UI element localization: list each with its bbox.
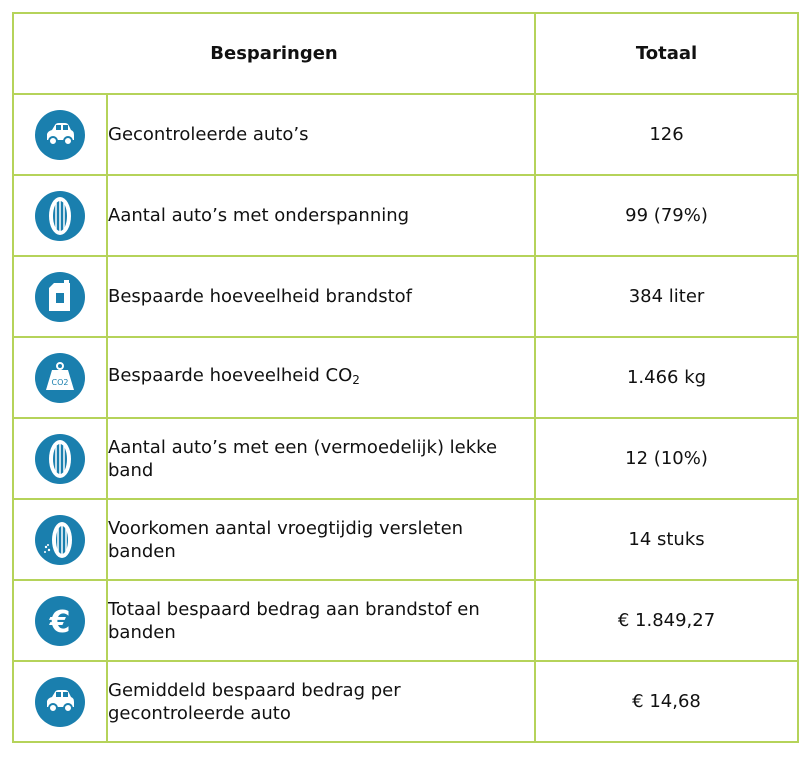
table-row (13, 661, 798, 742)
row-value: 99 (79%) (535, 175, 798, 256)
table-row (13, 418, 798, 499)
header-savings: Besparingen (13, 13, 535, 94)
table-row (13, 337, 798, 418)
row-value: € 1.849,27 (535, 580, 798, 661)
row-label: Aantal auto’s met onderspanning (107, 175, 535, 256)
row-value: 12 (10%) (535, 418, 798, 499)
tire-icon (34, 433, 86, 485)
co2-weight-icon (34, 352, 86, 404)
fuel-can-icon (34, 271, 86, 323)
row-value: 126 (535, 94, 798, 175)
row-value: 1.466 kg (535, 337, 798, 418)
row-value: 384 liter (535, 256, 798, 337)
table-row (13, 175, 798, 256)
table-header-row (13, 13, 798, 94)
svg-text:€: € (49, 604, 71, 640)
row-value: € 14,68 (535, 661, 798, 742)
row-label: Aantal auto’s met een (vermoedelijk) lekke band (107, 418, 535, 499)
row-label: Totaal bespaard bedrag aan brandstof en banden (107, 580, 535, 661)
savings-table (12, 12, 799, 743)
euro-icon (34, 595, 86, 647)
row-label: Voorkomen aantal vroegtijdig versleten banden (107, 499, 535, 580)
row-label: Gecontroleerde auto’s (107, 94, 535, 175)
table-row (13, 256, 798, 337)
tire-icon (34, 190, 86, 242)
car-icon (34, 109, 86, 161)
row-value: 14 stuks (535, 499, 798, 580)
subscript: 2 (352, 372, 360, 387)
table-row (13, 580, 798, 661)
row-label: Bespaarde hoeveelheid $CO_2$ (107, 337, 535, 418)
worn-tire-icon (34, 514, 86, 566)
table-row (13, 94, 798, 175)
svg-text:CO2: CO2 (51, 377, 69, 387)
row-label: Bespaarde hoeveelheid brandstof (107, 256, 535, 337)
car-icon (34, 676, 86, 728)
header-total: Totaal (535, 13, 798, 94)
row-label: Gemiddeld bespaard bedrag per gecontroleerde auto (107, 661, 535, 742)
table-row (13, 499, 798, 580)
